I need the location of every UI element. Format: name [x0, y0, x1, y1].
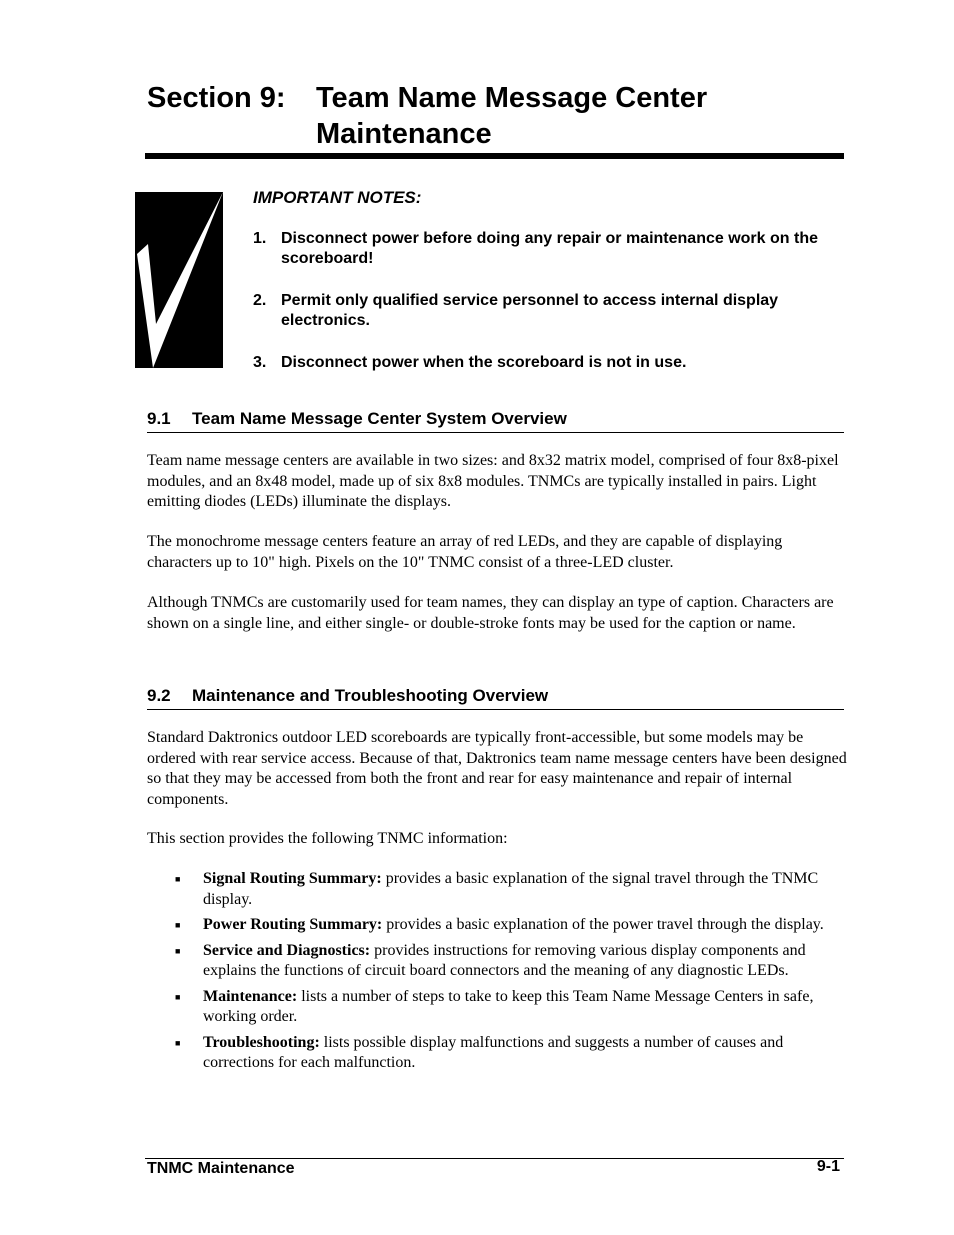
item-text: provides a basic explanation of the power travel through the display.: [382, 916, 824, 933]
item-text: provides instructions for removing various display components and explains the functions of circuit board connectors and the meaning of any diagnostic LEDs.: [203, 941, 806, 979]
page-title: [147, 80, 847, 152]
item-term: Signal Routing Summary:: [203, 870, 382, 887]
list-item: [175, 941, 865, 982]
page-number: 9-1: [816, 1158, 840, 1175]
section-title-line2: Maintenance: [316, 118, 492, 150]
note-text: Disconnect power before doing any repair or maintenance work on the scoreboard!: [281, 230, 818, 267]
list-item: [175, 1033, 865, 1074]
section-label: Section 9:: [147, 82, 286, 114]
notes-heading: IMPORTANT NOTES:: [253, 188, 422, 207]
note-item: [253, 229, 853, 269]
list-item: [175, 987, 865, 1028]
note-item: [253, 353, 853, 373]
bullet-list: [175, 869, 865, 1079]
paragraph: Standard Daktronics outdoor LED scoreboards are typically front-accessible, but some models may be ordered with rear service access. Because of that, Daktronics team name message centers have been designed so that they may be accessed from both the front and rear for easy maintenance and repair of internal components.: [147, 729, 847, 808]
note-text: Permit only qualified service personnel to access internal display electronics.: [281, 292, 779, 329]
note-number: 2.: [253, 292, 267, 309]
item-text: lists possible display malfunctions and suggests a number of causes and corrections for each malfunction.: [203, 1033, 784, 1071]
item-text: lists a number of steps to take to keep this Team Name Message Centers in safe, working order.: [203, 987, 814, 1025]
list-item: [175, 869, 865, 910]
note-number: 1.: [253, 230, 267, 247]
bullet-square-icon: ■: [175, 945, 181, 956]
paragraph: Although TNMCs are customarily used for team names, they can display an type of caption. Characters are shown on a single line, and either single- or double-stroke fonts may be used for the caption or name.: [147, 594, 834, 632]
paragraph: The monochrome message centers feature an array of red LEDs, and they are capable of displaying characters up to 10" high. Pixels on the 10" TNMC consist of a three-LED cluster.: [147, 533, 783, 571]
paragraph: Team name message centers are available in two sizes: and 8x32 matrix model, comprised of four 8x8-pixel modules, and an 8x48 model, made up of six 8x8 modules. TNMCs are typically installed in pairs. Light emitting diodes (LEDs) illuminate the displays.: [147, 452, 839, 510]
item-term: Troubleshooting:: [203, 1033, 320, 1051]
bullet-square-icon: ■: [175, 991, 181, 1002]
paragraph: This section provides the following TNMC information:: [147, 830, 508, 847]
important-notes: [253, 187, 853, 395]
item-term: Maintenance:: [203, 987, 298, 1005]
section-9-1-heading: [147, 408, 844, 433]
note-text: Disconnect power when the scoreboard is not in use.: [281, 354, 687, 371]
title-rule: [145, 153, 844, 159]
list-item: [175, 915, 865, 936]
section-title-line1: Team Name Message Center: [316, 82, 708, 114]
bullet-square-icon: ■: [175, 1037, 181, 1048]
heading-number: 9.2: [147, 686, 171, 705]
heading-number: 9.1: [147, 409, 171, 428]
bullet-square-icon: ■: [175, 874, 181, 884]
heading-title: Maintenance and Troubleshooting Overview: [192, 686, 549, 705]
bullet-square-icon: ■: [175, 920, 181, 930]
item-text: provides a basic explanation of the signal travel through the TNMC display.: [203, 870, 819, 908]
note-item: [253, 291, 853, 331]
heading-title: Team Name Message Center System Overview: [192, 409, 567, 428]
section-9-2-heading: [147, 685, 844, 710]
checkmark-icon: [135, 192, 223, 368]
footer-title: TNMC Maintenance: [147, 1160, 295, 1177]
footer-rule: [145, 1158, 844, 1159]
item-term: Service and Diagnostics:: [203, 941, 371, 959]
item-term: Power Routing Summary:: [203, 916, 383, 933]
note-number: 3.: [253, 354, 267, 371]
